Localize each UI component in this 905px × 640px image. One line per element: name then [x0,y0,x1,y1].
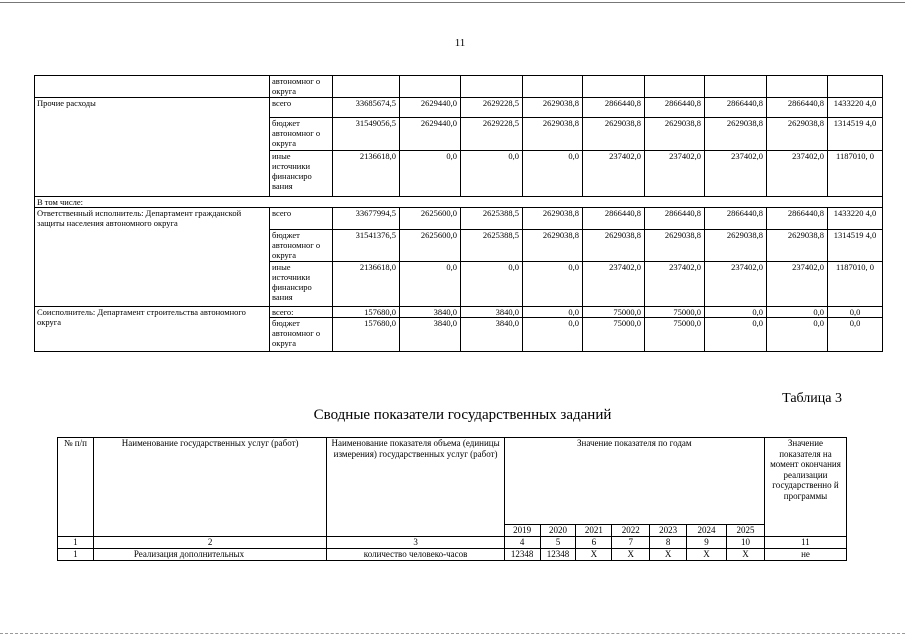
value-2026-2030: 0,0 [828,307,883,318]
row-value-2020: 12348 [540,548,576,560]
header-final: Значение показателя на момент окончания реализации государственно й программы [764,438,846,537]
value-2019: 2629440,0 [400,98,461,118]
funding-source: бюджет автономног о округа [270,118,333,151]
header-num: № п/п [58,438,94,537]
value-2023: 75000,0 [645,318,705,352]
value-2023: 2866440,8 [645,208,705,230]
funding-source: всего [270,98,333,118]
value-2026-2030: 1314519 4,0 [828,230,883,262]
value-2023: 2866440,8 [645,98,705,118]
value-2021: 0,0 [523,307,583,318]
value-2021: 0,0 [523,151,583,197]
value-2019: 0,0 [400,262,461,307]
value-2024: 0,0 [705,307,767,318]
value-2019: 0,0 [400,151,461,197]
row-num: 1 [58,548,94,560]
value-2022: 237402,0 [583,262,645,307]
value-total: 157680,0 [333,307,400,318]
row-final: не [764,548,846,560]
value-2021: 0,0 [523,262,583,307]
page-bottom-edge [0,633,905,634]
value-2021: 0,0 [523,318,583,352]
year-2025: 2025 [727,525,765,537]
page-top-edge [0,2,905,3]
header-indicator: Наименование показателя объема (единицы измерения) государственных услуг (работ) [327,438,504,537]
value-2024: 237402,0 [705,262,767,307]
row-label: Прочие расходы [35,98,270,197]
value-2023: 2629038,8 [645,118,705,151]
row-value-2023: X [650,548,687,560]
value-2026-2030: 1187010, 0 [828,262,883,307]
value-2026-2030: 1187010, 0 [828,151,883,197]
value-2024: 2629038,8 [705,118,767,151]
value-2024: 2866440,8 [705,208,767,230]
value-2021: 2629038,8 [523,230,583,262]
value-total: 2136618,0 [333,262,400,307]
value-2025: 2629038,8 [767,118,828,151]
value-2025 [767,76,828,98]
table-row [35,98,883,118]
value-2020: 2625388,5 [461,230,523,262]
value-2026-2030: 1314519 4,0 [828,118,883,151]
value-2021: 2629038,8 [523,118,583,151]
year-2024: 2024 [687,525,727,537]
header-row [58,438,847,525]
financing-table [34,75,883,352]
row-label: Соисполнитель: Департамент строительства автономного округа [35,307,270,352]
funding-source: бюджет автономног о округа [270,230,333,262]
value-2023: 75000,0 [645,307,705,318]
row-value-2022: X [612,548,650,560]
value-2022: 2866440,8 [583,98,645,118]
value-2020: 0,0 [461,151,523,197]
funding-source: всего [270,208,333,230]
row-value-2019: 12348 [504,548,540,560]
value-2026-2030 [828,76,883,98]
value-2026-2030: 1433220 4,0 [828,98,883,118]
year-2022: 2022 [612,525,650,537]
row-label: Ответственный исполнитель: Департамент гражданской защиты населения автономного округа [35,208,270,307]
funding-source: иные источники финансиро вания [270,151,333,197]
value-2022: 75000,0 [583,318,645,352]
col-number: 2 [93,537,327,549]
year-2023: 2023 [650,525,687,537]
funding-source: иные источники финансиро вания [270,262,333,307]
value-2025: 2866440,8 [767,98,828,118]
table-3-title: Сводные показатели государственных заданий [313,407,612,423]
value-2019: 3840,0 [400,318,461,352]
in-total-label: В том числе: [35,197,883,208]
funding-source: автономног о округа [270,76,333,98]
value-2020 [461,76,523,98]
row-label [35,76,270,98]
value-2019: 3840,0 [400,307,461,318]
col-number: 9 [687,537,727,549]
value-total: 157680,0 [333,318,400,352]
value-2025: 237402,0 [767,262,828,307]
year-2019: 2019 [504,525,540,537]
value-2024: 0,0 [705,318,767,352]
row-value-2025: X [727,548,765,560]
value-2020: 3840,0 [461,307,523,318]
value-2025: 2629038,8 [767,230,828,262]
year-2020: 2020 [540,525,576,537]
value-2020: 2629228,5 [461,98,523,118]
value-2025: 237402,0 [767,151,828,197]
value-2019: 2625600,0 [400,230,461,262]
value-2024: 2866440,8 [705,98,767,118]
value-2023 [645,76,705,98]
value-2023: 2629038,8 [645,230,705,262]
value-2020: 0,0 [461,262,523,307]
value-total [333,76,400,98]
table-row [35,208,883,230]
value-2020: 3840,0 [461,318,523,352]
value-2024: 237402,0 [705,151,767,197]
value-2024 [705,76,767,98]
row-indicator: количество человеко-часов [327,548,504,560]
header-service: Наименование государственных услуг (работ) [93,438,327,537]
col-number: 5 [540,537,576,549]
value-2019 [400,76,461,98]
table-row [58,548,847,560]
value-2021 [523,76,583,98]
value-2022: 2866440,8 [583,208,645,230]
col-number: 1 [58,537,94,549]
value-2022: 2629038,8 [583,230,645,262]
table-row [35,197,883,208]
value-total: 31549056,5 [333,118,400,151]
col-number: 3 [327,537,504,549]
funding-source: всего: [270,307,333,318]
value-2026-2030: 0,0 [828,318,883,352]
table-row [35,307,883,318]
col-number: 6 [576,537,612,549]
value-2020: 2629228,5 [461,118,523,151]
page-number: 11 [454,37,466,49]
value-2025: 0,0 [767,307,828,318]
value-2023: 237402,0 [645,151,705,197]
col-number: 4 [504,537,540,549]
value-total: 2136618,0 [333,151,400,197]
state-tasks-table [57,437,847,561]
value-2021: 2629038,8 [523,208,583,230]
table-row [35,76,883,98]
value-2024: 2629038,8 [705,230,767,262]
value-total: 31541376,5 [333,230,400,262]
value-total: 33677994,5 [333,208,400,230]
header-years-group: Значение показателя по годам [504,438,764,525]
value-2025: 2866440,8 [767,208,828,230]
value-2022: 2629038,8 [583,118,645,151]
col-number: 7 [612,537,650,549]
value-2022 [583,76,645,98]
value-2019: 2625600,0 [400,208,461,230]
value-2022: 237402,0 [583,151,645,197]
col-number: 10 [727,537,765,549]
row-value-2024: X [687,548,727,560]
value-2022: 75000,0 [583,307,645,318]
value-2025: 0,0 [767,318,828,352]
table-3-label: Таблица 3 [782,391,842,406]
value-2019: 2629440,0 [400,118,461,151]
col-number: 11 [764,537,846,549]
year-2021: 2021 [576,525,612,537]
value-2021: 2629038,8 [523,98,583,118]
value-2023: 237402,0 [645,262,705,307]
row-service: Реализация дополнительных [93,548,327,560]
funding-source: бюджет автономног о округа [270,318,333,352]
col-number: 8 [650,537,687,549]
row-value-2021: X [576,548,612,560]
value-2026-2030: 1433220 4,0 [828,208,883,230]
column-numbers-row [58,537,847,549]
value-2020: 2625388,5 [461,208,523,230]
value-total: 33685674,5 [333,98,400,118]
